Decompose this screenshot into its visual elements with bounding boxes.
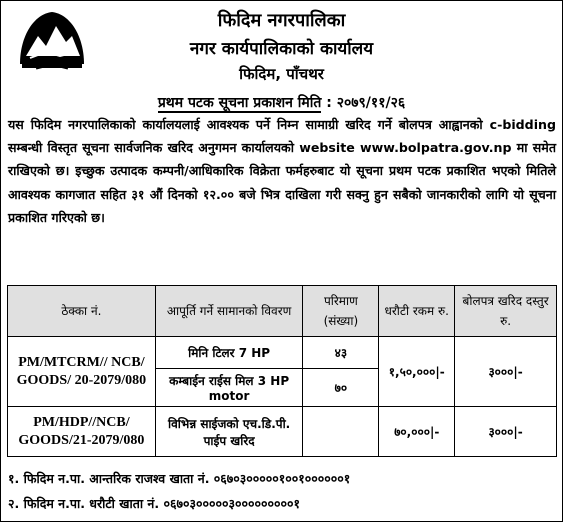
description-cell: मिनि टिलर 7 HP bbox=[155, 337, 303, 369]
col-header-quantity: परिमाण (संख्या) bbox=[303, 286, 379, 337]
office-location: फिदिम, पाँचथर bbox=[239, 65, 324, 83]
col-header-description: आपूर्ति गर्ने सामानको विवरण bbox=[155, 286, 303, 337]
footnote-revenue-account: १. फिदिम न.पा. आन्तरिक राजश्व खाता नं. ०६७०३०००००१००१००००००१ bbox=[8, 471, 351, 486]
org-name: फिदिम नगरपालिका bbox=[217, 10, 346, 31]
deposit-cell: १,५०,०००|- bbox=[379, 337, 455, 407]
col-header-contract-no: ठेक्का नं. bbox=[8, 286, 156, 337]
notice-body: यस फिदिम नगरपालिकाको कार्यालयलाई आवश्यक पर्ने निम्न सामाग्री खरिद गर्ने बोलपत्र आह्वानको c-bidding सम्बन्धी विस्तृत सूचना सार्वजनिक खरिद अनुगमन कार्यालयको website www.bolpatra.gov.np मा समेत राखिएको छ। इच्छुक उत्पादक कम्पनी/आधिकारिक विक्रेता फर्महरुबाट यो सूचना प्रथम पटक प्रकाशित भएको मितिले आवश्यक कागजात सहित ३१ औं दिनको १२.०० बजे भित्र दाखिला गरी सक्नु हुन सबैको जानकारीको लागि यो सूचना प्रकाशित गरिएको छ। bbox=[8, 117, 556, 225]
col-header-deposit: धरौटी रकम रु. bbox=[379, 286, 455, 337]
bid-fee-cell: ३०००|- bbox=[455, 337, 557, 407]
description-cell: विभिन्न साईजको एच.डि.पी. पाईप खरिद bbox=[155, 407, 303, 457]
account-footnotes bbox=[8, 466, 556, 516]
table-header-row bbox=[8, 286, 557, 337]
quantity-cell bbox=[303, 407, 379, 457]
office-name: नगर कार्यपालिकाको कार्यालय bbox=[189, 39, 374, 59]
contract-no-cell: PM/MTCRM// NCB/ GOODS/ 20-2079/080 bbox=[8, 337, 156, 407]
notice-date-label: प्रथम पटक सूचना प्रकाशन मिति bbox=[157, 95, 322, 111]
table-row bbox=[8, 407, 557, 457]
procurement-table bbox=[7, 285, 557, 457]
bid-fee-cell: ३०००|- bbox=[455, 407, 557, 457]
quantity-cell: ४३ bbox=[303, 337, 379, 369]
deposit-cell: ७०,०००|- bbox=[379, 407, 455, 457]
col-header-bid-fee: बोलपत्र खरिद दस्तुर रु. bbox=[455, 286, 557, 337]
quantity-cell: ७० bbox=[303, 369, 379, 407]
notice-date-line bbox=[0, 93, 563, 112]
table-row bbox=[8, 337, 557, 369]
contract-no-cell: PM/HDP//NCB/ GOODS/21-2079/080 bbox=[8, 407, 156, 457]
description-cell: कम्बाईन राईस मिल 3 HP motor bbox=[155, 369, 303, 407]
notice-date-value: : २०७९/११/२६ bbox=[326, 95, 406, 111]
footnote-deposit-account: २. फिदिम न.पा. धरौटी खाता नं. ०६७०३०००००३०००००००००१ bbox=[8, 496, 300, 511]
